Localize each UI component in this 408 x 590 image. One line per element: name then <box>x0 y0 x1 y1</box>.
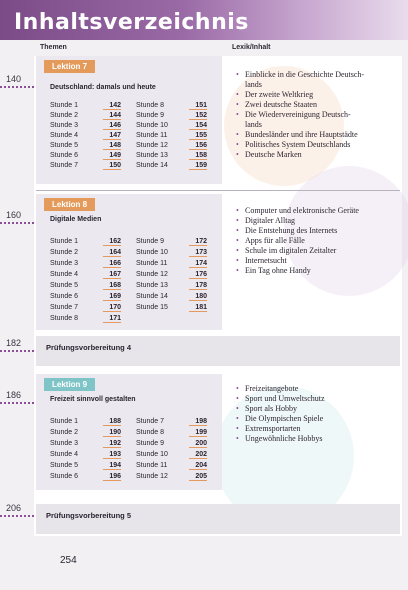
lexik-item: • Die Wiedervereinigung Deutsch- lands <box>236 110 400 130</box>
page-marker: 206 <box>6 503 22 513</box>
lesson-subtitle: Deutschland: damals und heute <box>50 84 156 91</box>
dotted-leader <box>0 350 34 352</box>
dotted-leader <box>0 86 34 88</box>
dotted-leader <box>0 222 34 224</box>
lexik-item: • Die Olympischen Spiele <box>236 414 400 424</box>
lexik-item: • Politisches System Deutschlands <box>236 140 400 150</box>
lexik-list-9 <box>236 384 400 444</box>
lexik-list-8 <box>236 206 400 276</box>
lesson-tag: Lektion 9 <box>44 378 95 391</box>
pruefung-band <box>36 504 400 534</box>
lexik-item: • Ungewöhnliche Hobbys <box>236 434 400 444</box>
pruefung-title: Prüfungsvorbereitung 4 <box>46 343 132 352</box>
lesson-7-box: Lektion 7 Deutschland: damals und heute Stunde 1 142 Stunde 2 144 Stunde 3 146 Stunde 4 147 Stunde 5 148 Stunde 6 149 Stunde 7 150 Stunde 8 151 Stunde 9 152 Stunde 10 154 Stunde 11 155 Stunde 12 156 Stunde 13 158 Stunde 14 159 <box>36 56 222 184</box>
page-marker: 160 <box>6 210 22 220</box>
lexik-item: • Computer und elektronische Geräte <box>236 206 400 216</box>
lesson-tag: Lektion 7 <box>44 60 95 73</box>
lexik-item: • Schule im digitalen Zeitalter <box>236 246 400 256</box>
lexik-item: • Ein Tag ohne Handy <box>236 266 400 276</box>
dotted-leader <box>0 402 34 404</box>
lexik-list-7 <box>236 70 400 160</box>
section-divider <box>36 190 400 191</box>
lesson-8-box: Lektion 8 Digitale Medien Stunde 1 162 Stunde 2 164 Stunde 3 166 Stunde 4 167 Stunde 5 168 Stunde 6 169 Stunde 7 170 Stunde 8 171 Stunde 9 172 Stunde 10 173 Stunde 11 174 Stunde 12 176 Stunde 13 178 Stunde 14 180 Stunde 15 181 <box>36 194 222 330</box>
lexik-item: • Internetsucht <box>236 256 400 266</box>
lexik-item: • Apps für alle Fälle <box>236 236 400 246</box>
lexik-item: • Sport und Umweltschutz <box>236 394 400 404</box>
lexik-item: • Extremsportarten <box>236 424 400 434</box>
lexik-item: • Der zweite Weltkrieg <box>236 90 400 100</box>
lexik-item: • Einblicke in die Geschichte Deutsch- lands <box>236 70 400 90</box>
lexik-item: • Deutsche Marken <box>236 150 400 160</box>
lexik-item: • Sport als Hobby <box>236 404 400 414</box>
pruefung-band <box>36 336 400 366</box>
lexik-item: • Bundesländer und ihre Hauptstädte <box>236 130 400 140</box>
lexik-item: • Freizeitangebote <box>236 384 400 394</box>
page-marker: 182 <box>6 338 22 348</box>
page-marker: 140 <box>6 74 22 84</box>
lexik-item: • Die Entstehung des Internets <box>236 226 400 236</box>
lexik-item: • Zwei deutsche Staaten <box>236 100 400 110</box>
page-number: 254 <box>60 555 77 566</box>
column-heading-themen: Themen <box>40 44 67 51</box>
page-marker: 186 <box>6 390 22 400</box>
lesson-subtitle: Digitale Medien <box>50 216 102 223</box>
lesson-tag: Lektion 8 <box>44 198 95 211</box>
lexik-item: • Digitaler Alltag <box>236 216 400 226</box>
lesson-subtitle: Freizeit sinnvoll gestalten <box>50 396 136 403</box>
pruefung-title: Prüfungsvorbereitung 5 <box>46 511 132 520</box>
lesson-9-box: Lektion 9 Freizeit sinnvoll gestalten Stunde 1 188 Stunde 2 190 Stunde 3 192 Stunde 4 193 Stunde 5 194 Stunde 6 196 Stunde 7 198 Stunde 8 199 Stunde 9 200 Stunde 10 202 Stunde 11 204 Stunde 12 205 <box>36 374 222 490</box>
dotted-leader <box>0 515 34 517</box>
column-heading-lexik: Lexik/Inhalt <box>232 44 271 51</box>
page-title: Inhaltsverzeichnis <box>14 10 249 35</box>
